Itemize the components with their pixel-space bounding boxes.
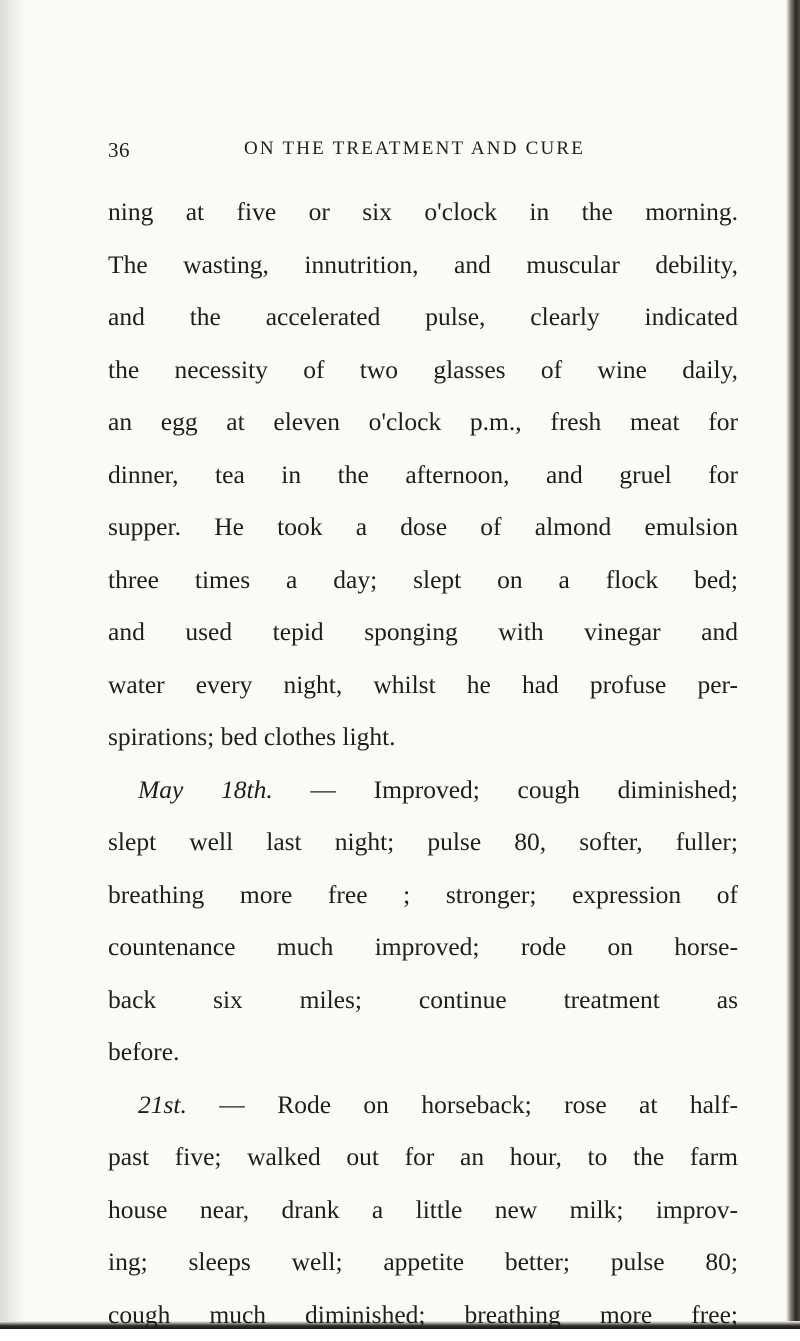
text-line-15: countenance much improved; rode on horse- (108, 921, 738, 974)
text-line-6: dinner, tea in the afternoon, and gruel for (108, 449, 738, 502)
text-line-3: and the accelerated pulse, clearly indicated (108, 291, 738, 344)
text-line-11: spirations; bed clothes light. (108, 711, 738, 764)
text-line-19: past five; walked out for an hour, to the farm (108, 1131, 738, 1184)
body-text (108, 186, 738, 1341)
text-line-17: before. (108, 1026, 738, 1079)
running-header (108, 138, 678, 172)
text-line-2: The wasting, innutrition, and muscular debility, (108, 239, 738, 292)
running-title: ON THE TREATMENT AND CURE (244, 138, 585, 160)
text-line-16: back six miles; continue treatment as (108, 974, 738, 1027)
text-line-8: three times a day; slept on a flock bed; (108, 554, 738, 607)
text-line-7: supper. He took a dose of almond emulsion (108, 501, 738, 554)
text-line-10: water every night, whilst he had profuse per- (108, 659, 738, 712)
text-line-12: May 18th. — Improved; cough diminished; (108, 764, 738, 817)
text-line-1: ning at five or six o'clock in the morning. (108, 186, 738, 239)
text-line-5: an egg at eleven o'clock p.m., fresh meat for (108, 396, 738, 449)
page-edge (786, 0, 800, 1329)
page-number: 36 (108, 138, 130, 163)
text-line-21: ing; sleeps well; appetite better; pulse 80; (108, 1236, 738, 1289)
text-line-22: cough much diminished; breathing more free; (108, 1289, 738, 1341)
binding-gutter (0, 0, 26, 1329)
text-line-9: and used tepid sponging with vinegar and (108, 606, 738, 659)
text-line-14: breathing more free ; stronger; expression of (108, 869, 738, 922)
text-line-18: 21st. — Rode on horseback; rose at half- (108, 1079, 738, 1132)
entry-date-21st: 21st. (138, 1090, 187, 1119)
text-line-4: the necessity of two glasses of wine daily, (108, 344, 738, 397)
entry-date-may-18: May 18th. (138, 775, 273, 804)
text-line-13: slept well last night; pulse 80, softer, fuller; (108, 816, 738, 869)
text-line-20: house near, drank a little new milk; improv- (108, 1184, 738, 1237)
